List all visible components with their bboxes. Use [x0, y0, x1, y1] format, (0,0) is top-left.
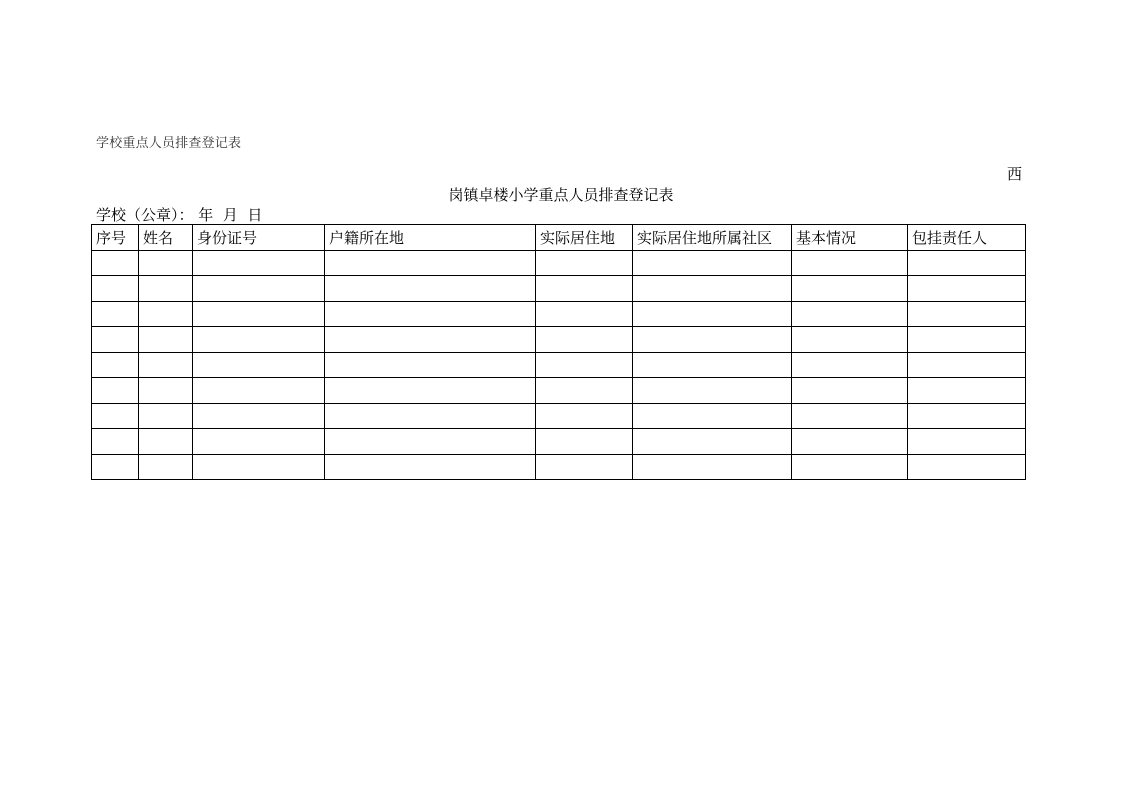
table-cell	[536, 301, 633, 327]
table-cell	[92, 454, 139, 480]
table-cell	[325, 276, 536, 302]
col-header-registered-residence: 户籍所在地	[325, 225, 536, 251]
col-header-actual-residence: 实际居住地	[536, 225, 633, 251]
table-cell	[325, 327, 536, 353]
table-cell	[92, 378, 139, 404]
table-cell	[908, 301, 1026, 327]
table-cell	[193, 250, 325, 276]
table-cell	[325, 378, 536, 404]
table-row	[92, 378, 1026, 404]
table-cell	[139, 276, 193, 302]
table-cell	[633, 403, 792, 429]
table-cell	[193, 301, 325, 327]
table-row	[92, 352, 1026, 378]
table-cell	[792, 250, 908, 276]
table-cell	[908, 250, 1026, 276]
col-header-responsible-person: 包挂责任人	[908, 225, 1026, 251]
date-year-label: 年	[198, 206, 214, 224]
table-body	[92, 250, 1026, 480]
table-cell	[193, 429, 325, 455]
table-row	[92, 301, 1026, 327]
table-row	[92, 403, 1026, 429]
table-cell	[193, 276, 325, 302]
col-header-id-number: 身份证号	[193, 225, 325, 251]
register-table	[91, 224, 1026, 480]
table-cell	[92, 429, 139, 455]
table-row	[92, 454, 1026, 480]
table-cell	[325, 250, 536, 276]
table-cell	[139, 454, 193, 480]
table-cell	[92, 352, 139, 378]
table-cell	[792, 454, 908, 480]
table-cell	[792, 301, 908, 327]
table-cell	[325, 301, 536, 327]
school-stamp-label: 学校（公章）：	[96, 206, 194, 224]
table-cell	[92, 276, 139, 302]
table-cell	[325, 403, 536, 429]
table-row	[92, 276, 1026, 302]
table-cell	[792, 378, 908, 404]
table-cell	[633, 301, 792, 327]
table-cell	[792, 352, 908, 378]
table-row	[92, 327, 1026, 353]
table-cell	[633, 327, 792, 353]
table-cell	[92, 301, 139, 327]
table-cell	[139, 250, 193, 276]
col-header-name: 姓名	[139, 225, 193, 251]
table-row	[92, 250, 1026, 276]
col-header-index: 序号	[92, 225, 139, 251]
date-month-label: 月	[222, 206, 238, 224]
table-cell	[325, 429, 536, 455]
table-cell	[633, 378, 792, 404]
table-cell	[633, 276, 792, 302]
table-cell	[139, 301, 193, 327]
table-row	[92, 429, 1026, 455]
table-cell	[536, 378, 633, 404]
table-cell	[536, 250, 633, 276]
table-cell	[792, 403, 908, 429]
table-cell	[633, 352, 792, 378]
table-cell	[536, 454, 633, 480]
corner-char: 西	[1007, 165, 1023, 183]
table-cell	[139, 327, 193, 353]
table-cell	[139, 403, 193, 429]
table-cell	[908, 403, 1026, 429]
table-cell	[193, 327, 325, 353]
table-cell	[792, 327, 908, 353]
school-stamp-line	[96, 204, 262, 225]
table-cell	[325, 352, 536, 378]
table-cell	[536, 403, 633, 429]
col-header-residence-community: 实际居住地所属社区	[633, 225, 792, 251]
table-cell	[536, 352, 633, 378]
table-cell	[139, 429, 193, 455]
table-cell	[193, 454, 325, 480]
table-cell	[908, 429, 1026, 455]
table-cell	[92, 403, 139, 429]
table-cell	[536, 429, 633, 455]
table-cell	[139, 378, 193, 404]
col-header-basic-info: 基本情况	[792, 225, 908, 251]
table-cell	[908, 352, 1026, 378]
table-cell	[325, 454, 536, 480]
document-title: 岗镇卓楼小学重点人员排查登记表	[448, 186, 674, 204]
table-header-row	[92, 225, 1026, 251]
header-note: 学校重点人员排查登记表	[96, 136, 242, 151]
table-cell	[193, 352, 325, 378]
table-cell	[139, 352, 193, 378]
table-cell	[193, 378, 325, 404]
table-cell	[908, 276, 1026, 302]
date-day-label: 日	[247, 206, 263, 224]
table-cell	[792, 276, 908, 302]
table-cell	[792, 429, 908, 455]
table-cell	[633, 429, 792, 455]
table-cell	[536, 276, 633, 302]
table-cell	[908, 378, 1026, 404]
table-cell	[633, 250, 792, 276]
table-cell	[92, 327, 139, 353]
table-cell	[536, 327, 633, 353]
table-cell	[908, 327, 1026, 353]
table-cell	[92, 250, 139, 276]
table-cell	[633, 454, 792, 480]
table-cell	[908, 454, 1026, 480]
table-cell	[193, 403, 325, 429]
